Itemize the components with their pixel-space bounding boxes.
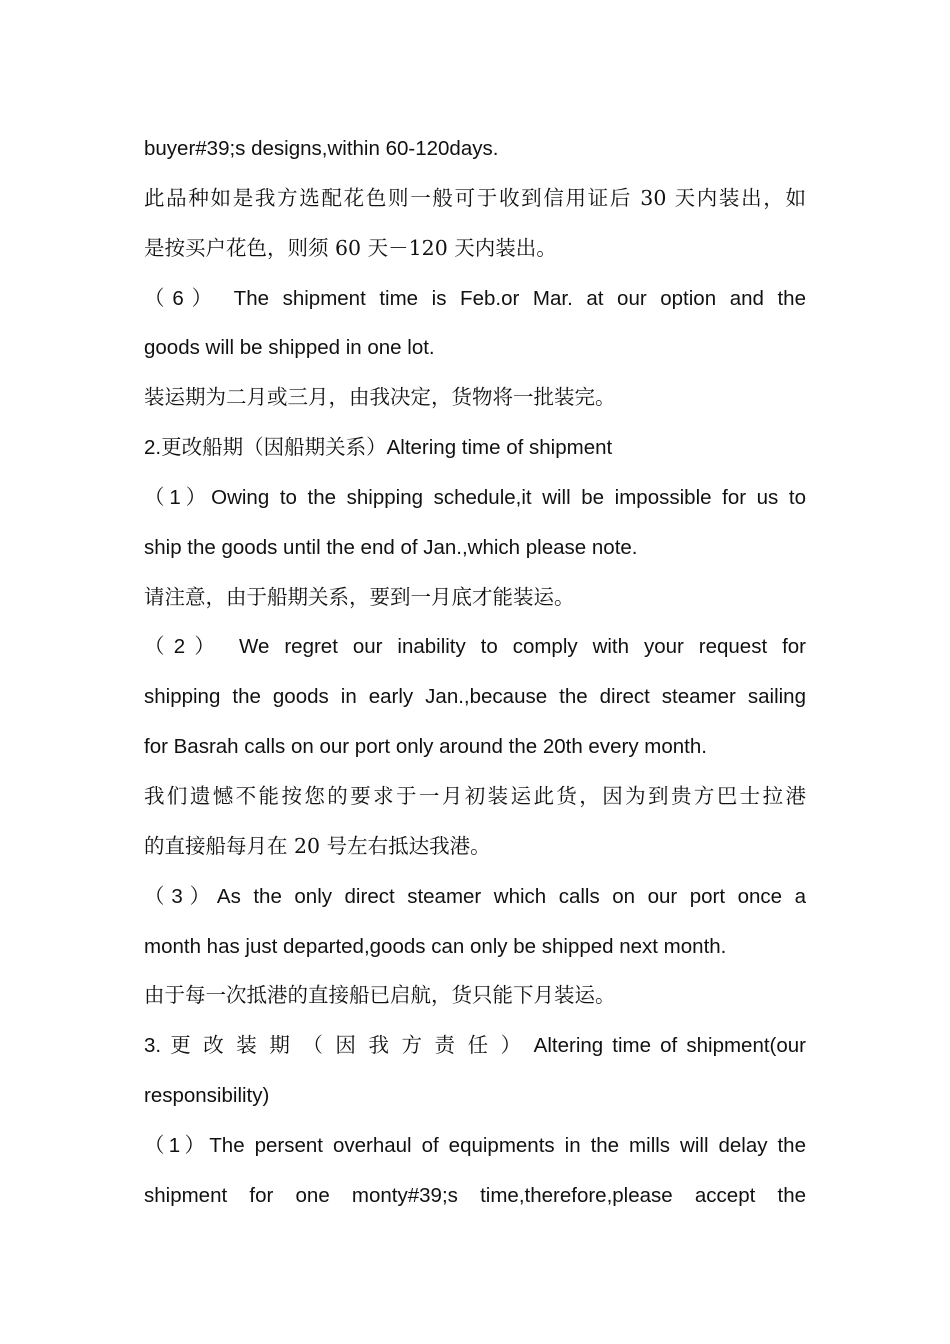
text-line-6: 装运期为二月或三月，由我决定，货物将一批装完。: [144, 385, 616, 410]
text-line-9: ship the goods until the end of Jan.,which please note.: [144, 535, 638, 559]
text-line-2: 此品种如是我方选配花色则一般可于收到信用证后 30 天内装出，如: [144, 185, 806, 210]
text-line-18: 由于每一次抵港的直接船已启航，货只能下月装运。: [144, 983, 616, 1008]
text-line-20: responsibility): [144, 1084, 270, 1108]
text-line-13: for Basrah calls on our port only around the 20th every month.: [144, 735, 707, 759]
text-line-4: （6） The shipment time is Feb.or Mar. at our option and the: [144, 286, 806, 310]
text-line-14: 我们遗憾不能按您的要求于一月初装运此货，因为到贵方巴士拉港: [144, 783, 806, 808]
text-line-17: month has just departed,goods can only be shipped next month.: [144, 934, 727, 958]
document-body: [144, 124, 806, 1221]
text-line-15: 的直接船每月在 20 号左右抵达我港。: [144, 833, 491, 858]
text-line-1: buyer#39;s designs,within 60-120days.: [144, 137, 499, 160]
text-line-16: （3）As the only direct steamer which calls on our port once a: [144, 884, 806, 908]
text-line-3: 是按买户花色，则须 60 天－120 天内装出。: [144, 235, 557, 260]
text-line-10: 请注意，由于船期关系，要到一月底才能装运。: [144, 584, 575, 609]
section-heading-3: 3. 更 改 装 期 （ 因 我 方 责 任 ） Altering time of shipment(our: [144, 1034, 806, 1058]
text-line-22: shipment for one monty#39;s time,therefore,please accept the: [144, 1183, 806, 1207]
section-heading-2: 2.更改船期（因船期关系）Altering time of shipment: [144, 436, 613, 460]
text-line-12: shipping the goods in early Jan.,because the direct steamer sailing: [144, 685, 806, 709]
text-line-5: goods will be shipped in one lot.: [144, 336, 435, 360]
text-line-8: （1）Owing to the shipping schedule,it will be impossible for us to: [144, 485, 806, 509]
text-line-21: （1）The persent overhaul of equipments in the mills will delay the: [144, 1133, 806, 1157]
text-line-11: （2） We regret our inability to comply with your request for: [144, 635, 806, 659]
